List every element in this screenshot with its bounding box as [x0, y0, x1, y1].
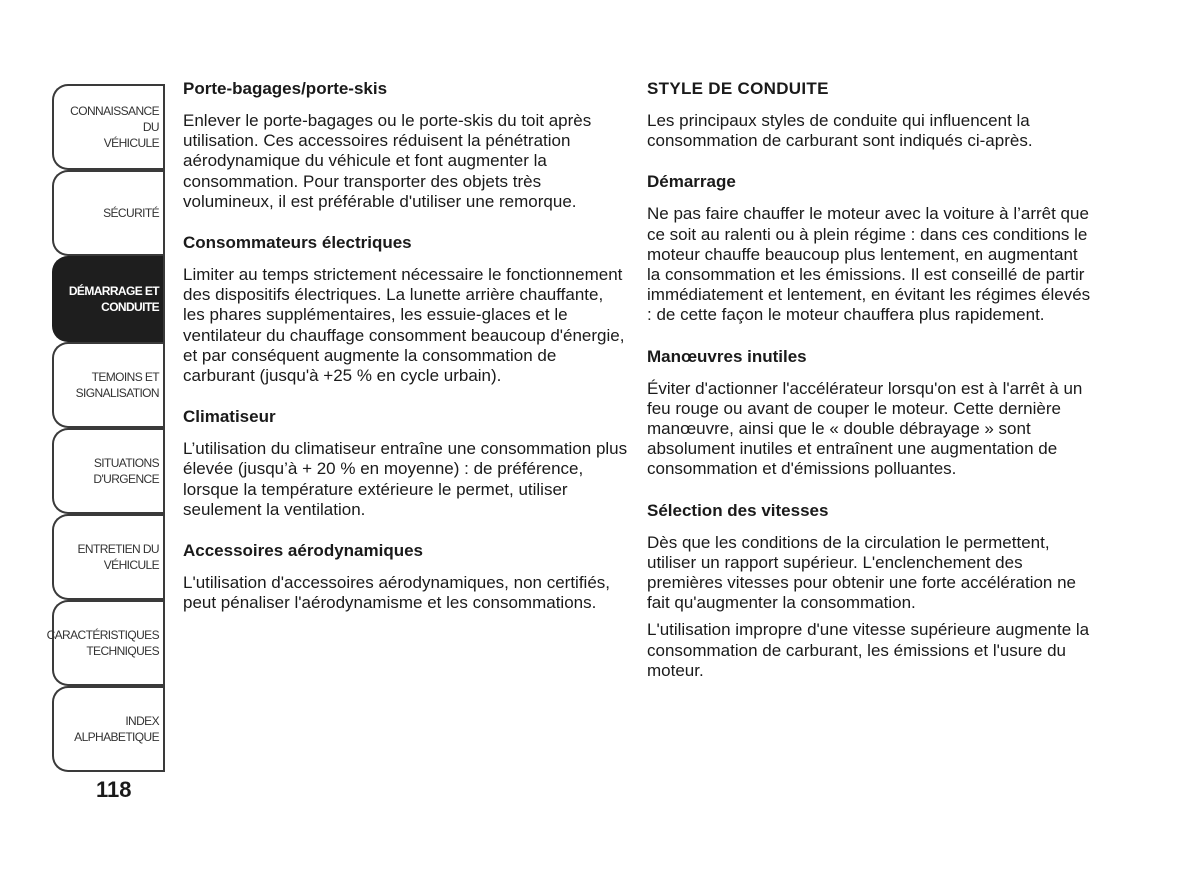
- tab-label-line: ENTRETIEN DU: [77, 542, 159, 556]
- tab-label-line: SIGNALISATION: [75, 386, 159, 400]
- right-column: [647, 78, 1092, 701]
- section-heading: Manœuvres inutiles: [647, 346, 807, 366]
- section-text: Limiter au temps strictement nécessaire le fonctionnement des dispositifs électriques. La lunette arrière chauffante, les phares supplémentaires, les essuie-glaces et le ventilateur du chauffage consomment beaucoup d'énergie, et par conséquent augmente la consommation de carburant (jusqu'à +25 % en cycle urbain).: [183, 265, 625, 386]
- tab-securite[interactable]: [52, 170, 165, 256]
- section-text: Enlever le porte-bagages ou le porte-skis du toit après utilisation. Ces accessoires réduisent la pénétration aérodynamique du véhicule et font augmenter la consommation. Pour transporter des objets très volumineux, il est préférable d'utiliser une remorque.: [183, 111, 592, 211]
- chapter-tabs: [46, 84, 165, 772]
- tab-caracteristiques-techniques[interactable]: [46, 600, 165, 686]
- tab-label-line: VÉHICULE: [103, 136, 159, 150]
- tab-label-line: CONDUITE: [101, 300, 159, 314]
- section-text: Éviter d'actionner l'accélérateur lorsqu'on est à l'arrêt à un feu rouge ou avant de couper le moteur. Cette dernière manœuvre, ainsi que le « double débrayage » sont absolument inutiles et entraînent une augmentation de consommation et d'émissions polluantes.: [647, 378, 1083, 479]
- section-heading: Sélection des vitesses: [647, 500, 829, 520]
- section-text: L'utilisation impropre d'une vitesse supérieure augmente la consommation de carburant, les émissions et l'usure du moteur.: [647, 620, 1090, 680]
- tab-demarrage-et-conduite[interactable]: [52, 256, 165, 342]
- section-heading: Accessoires aérodynamiques: [183, 541, 424, 561]
- tab-label-line: ALPHABETIQUE: [74, 730, 159, 744]
- intro-text: Les principaux styles de conduite qui influencent la consommation de carburant sont indiqués ci-après.: [647, 111, 1033, 151]
- section-heading: Démarrage: [647, 172, 736, 192]
- tab-label-line: SÉCURITÉ: [103, 206, 159, 220]
- sidebar-divider: [163, 84, 165, 772]
- tab-label-line: CARACTÉRISTIQUES: [46, 628, 159, 642]
- tab-label-line: CONNAISSANCE DU: [70, 104, 159, 134]
- left-column: [183, 78, 628, 633]
- tab-connaissance-du-vehicule[interactable]: [52, 84, 165, 170]
- section-heading: Climatiseur: [183, 407, 276, 427]
- tab-entretien-du-vehicule[interactable]: [52, 514, 165, 600]
- tab-label-line: D'URGENCE: [93, 472, 159, 486]
- tab-temoins-et-signalisation[interactable]: [52, 342, 165, 428]
- tab-label-line: TECHNIQUES: [86, 644, 159, 658]
- section-text: Dès que les conditions de la circulation le permettent, utiliser un rapport supérieur. L'enclenchement des premières vitesses pour obtenir une forte accélération ne fait qu'augmenter la consommation.: [647, 532, 1077, 613]
- section-heading: Porte-bagages/porte-skis: [183, 79, 388, 98]
- tab-label-line: SITUATIONS: [93, 456, 159, 470]
- page-title: STYLE DE CONDUITE: [647, 79, 829, 98]
- tab-label-line: INDEX: [125, 714, 159, 728]
- section-text: L’utilisation du climatiseur entraîne une consommation plus élevée (jusqu’à + 20 % en moyenne) : de préférence, lorsque la température extérieure le permet, utiliser seulement la ventilation.: [183, 439, 628, 519]
- section-text: Ne pas faire chauffer le moteur avec la voiture à l’arrêt que ce soit au ralenti ou à plein régime : dans ces conditions le moteur chauffe beaucoup plus lentement, en augmentant la consommation et les émissions. Il est conseillé de partir immédiatement et lentement, en évitant les régimes élevés : de cette façon le moteur chauffera plus rapidement.: [647, 204, 1091, 325]
- section-heading: Consommateurs électriques: [183, 233, 412, 253]
- tab-index-alphabetique[interactable]: [52, 686, 165, 772]
- tab-label-line: TEMOINS ET: [91, 370, 159, 384]
- page-number: 118: [96, 777, 132, 802]
- tab-situations-d-urgence[interactable]: [52, 428, 165, 514]
- tab-label-line: DÉMARRAGE ET: [68, 284, 159, 298]
- tab-label-line: VÉHICULE: [103, 558, 159, 572]
- section-text: L'utilisation d'accessoires aérodynamiques, non certifiés, peut pénaliser l'aérodynamisme et les consommations.: [183, 573, 610, 613]
